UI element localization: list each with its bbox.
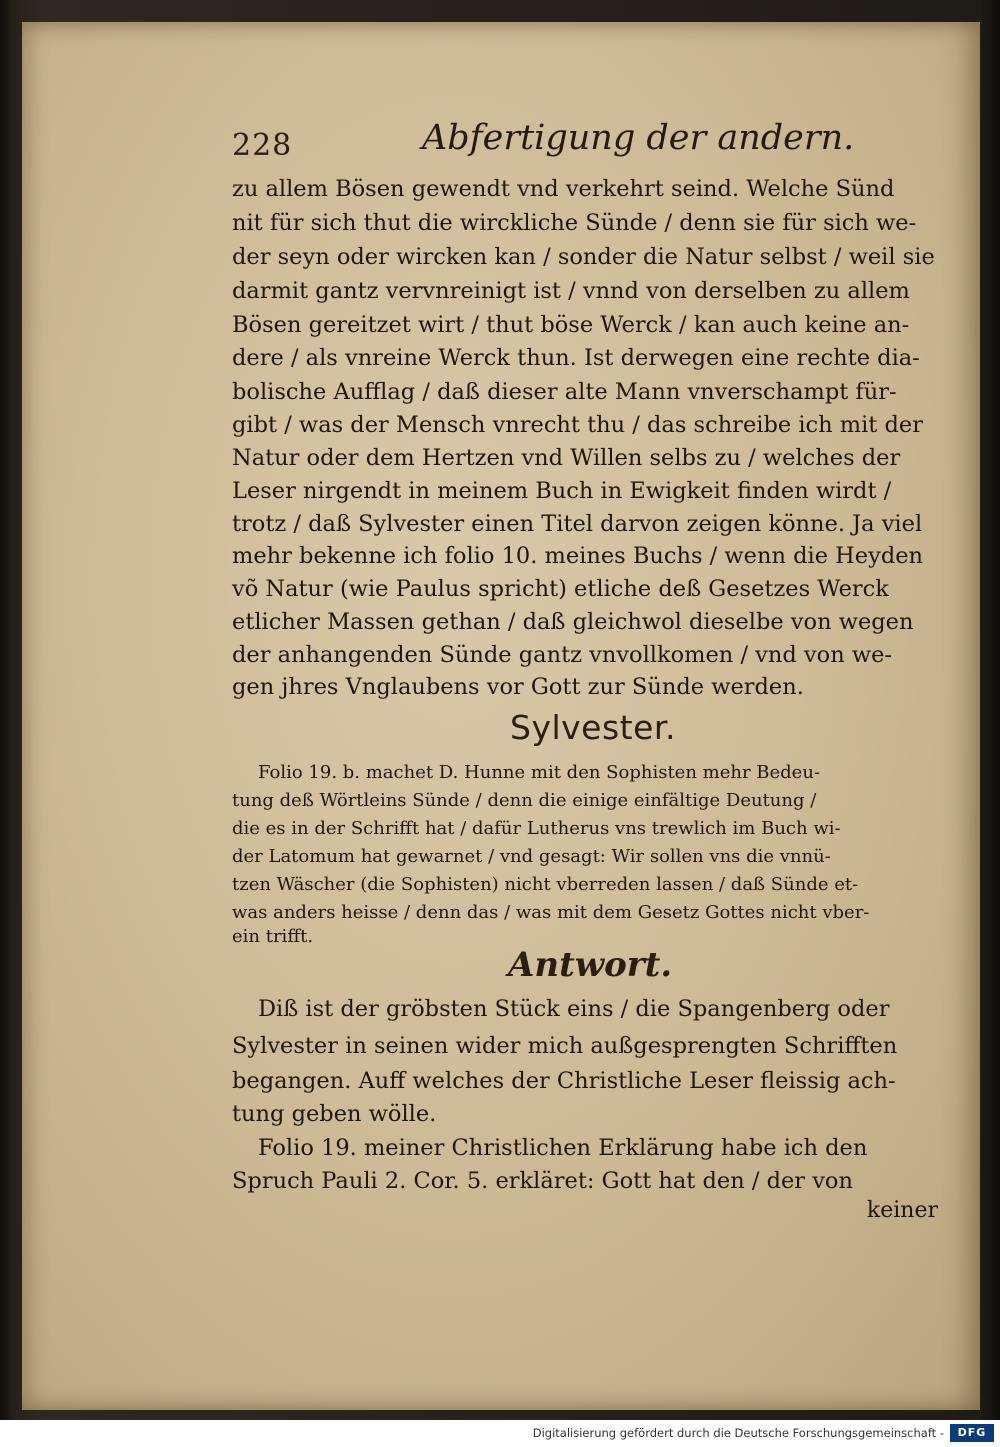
body-line: dere / als vnreine Werck thun. Ist derwegen eine rechte dia- — [232, 345, 920, 371]
body-line: der anhangenden Sünde gantz vnvollkomen / vnd von we- — [232, 642, 893, 668]
answer-line: Folio 19. meiner Christlichen Erklärung habe ich den — [258, 1135, 868, 1161]
body-line: Leser nirgendt in meinem Buch in Ewigkeit finden wirdt / — [232, 478, 892, 504]
quote-line: tung deß Wörtleins Sünde / denn die einige einfältige Deutung / — [232, 790, 817, 811]
quote-line: tzen Wäscher (die Sophisten) nicht vberreden lassen / daß Sünde et- — [232, 874, 859, 895]
body-line: etlicher Massen gethan / daß gleichwol dieselbe von wegen — [232, 609, 914, 635]
body-line: trotz / daß Sylvester einen Titel darvon zeigen könne. Ja viel — [232, 511, 923, 537]
body-line: võ Natur (wie Paulus spricht) etliche deß Gesetzes Werck — [232, 576, 889, 602]
running-head: Abfertigung der andern. — [422, 118, 855, 158]
answer-line: Sylvester in seinen wider mich außgesprengten Schrifften — [232, 1033, 898, 1059]
section-heading-sylvester: Sylvester. — [510, 708, 676, 747]
body-line: bolische Aufflag / daß dieser alte Mann vnverschampt für- — [232, 379, 897, 405]
quote-line: der Latomum hat gewarnet / vnd gesagt: Wir sollen vns die vnnü- — [232, 846, 831, 867]
page-number: 228 — [232, 128, 293, 163]
body-line: mehr bekenne ich folio 10. meines Buchs / wenn die Heyden — [232, 543, 924, 569]
page-header — [232, 118, 855, 168]
body-line: darmit gantz vervnreinigt ist / vnnd von derselben zu allem — [232, 278, 910, 304]
quote-line: Folio 19. b. machet D. Hunne mit den Sophisten mehr Bedeu- — [258, 762, 821, 783]
body-line: zu allem Bösen gewendt vnd verkehrt seind. Welche Sünd — [232, 176, 895, 202]
body-line: gen jhres Vnglaubens vor Gott zur Sünde werden. — [232, 674, 804, 700]
body-line: der seyn oder wircken kan / sonder die Natur selbst / weil sie — [232, 244, 935, 270]
quote-line: ein trifft. — [232, 926, 314, 947]
digitization-footer — [0, 1420, 1000, 1447]
answer-line: begangen. Auff welches der Christliche Leser fleissig ach- — [232, 1068, 896, 1094]
body-line: gibt / was der Mensch vnrecht thu / das schreibe ich mit der — [232, 412, 923, 438]
answer-line: Diß ist der gröbsten Stück eins / die Spangenberg oder — [258, 996, 890, 1022]
body-line: Bösen gereitzet wirt / thut böse Werck / kan auch keine an- — [232, 312, 910, 338]
catchword: keiner — [866, 1198, 938, 1223]
quote-line: die es in der Schrifft hat / dafür Lutherus vns trewlich im Buch wi- — [232, 818, 841, 839]
answer-line: Spruch Pauli 2. Cor. 5. erkläret: Gott hat den / der von — [232, 1168, 853, 1194]
dfg-logo: DFG — [950, 1424, 994, 1442]
quote-line: was anders heisse / denn das / was mit dem Gesetz Gottes nicht vber- — [232, 902, 870, 923]
answer-line: tung geben wölle. — [232, 1101, 437, 1127]
section-heading-antwort: Antwort. — [508, 945, 673, 985]
footer-credit: Digitalisierung gefördert durch die Deutsche Forschungsgemeinschaft - — [532, 1426, 944, 1440]
body-line: nit für sich thut die wirckliche Sünde / denn sie für sich we- — [232, 210, 917, 236]
body-line: Natur oder dem Hertzen vnd Willen selbs zu / welches der — [232, 445, 901, 471]
